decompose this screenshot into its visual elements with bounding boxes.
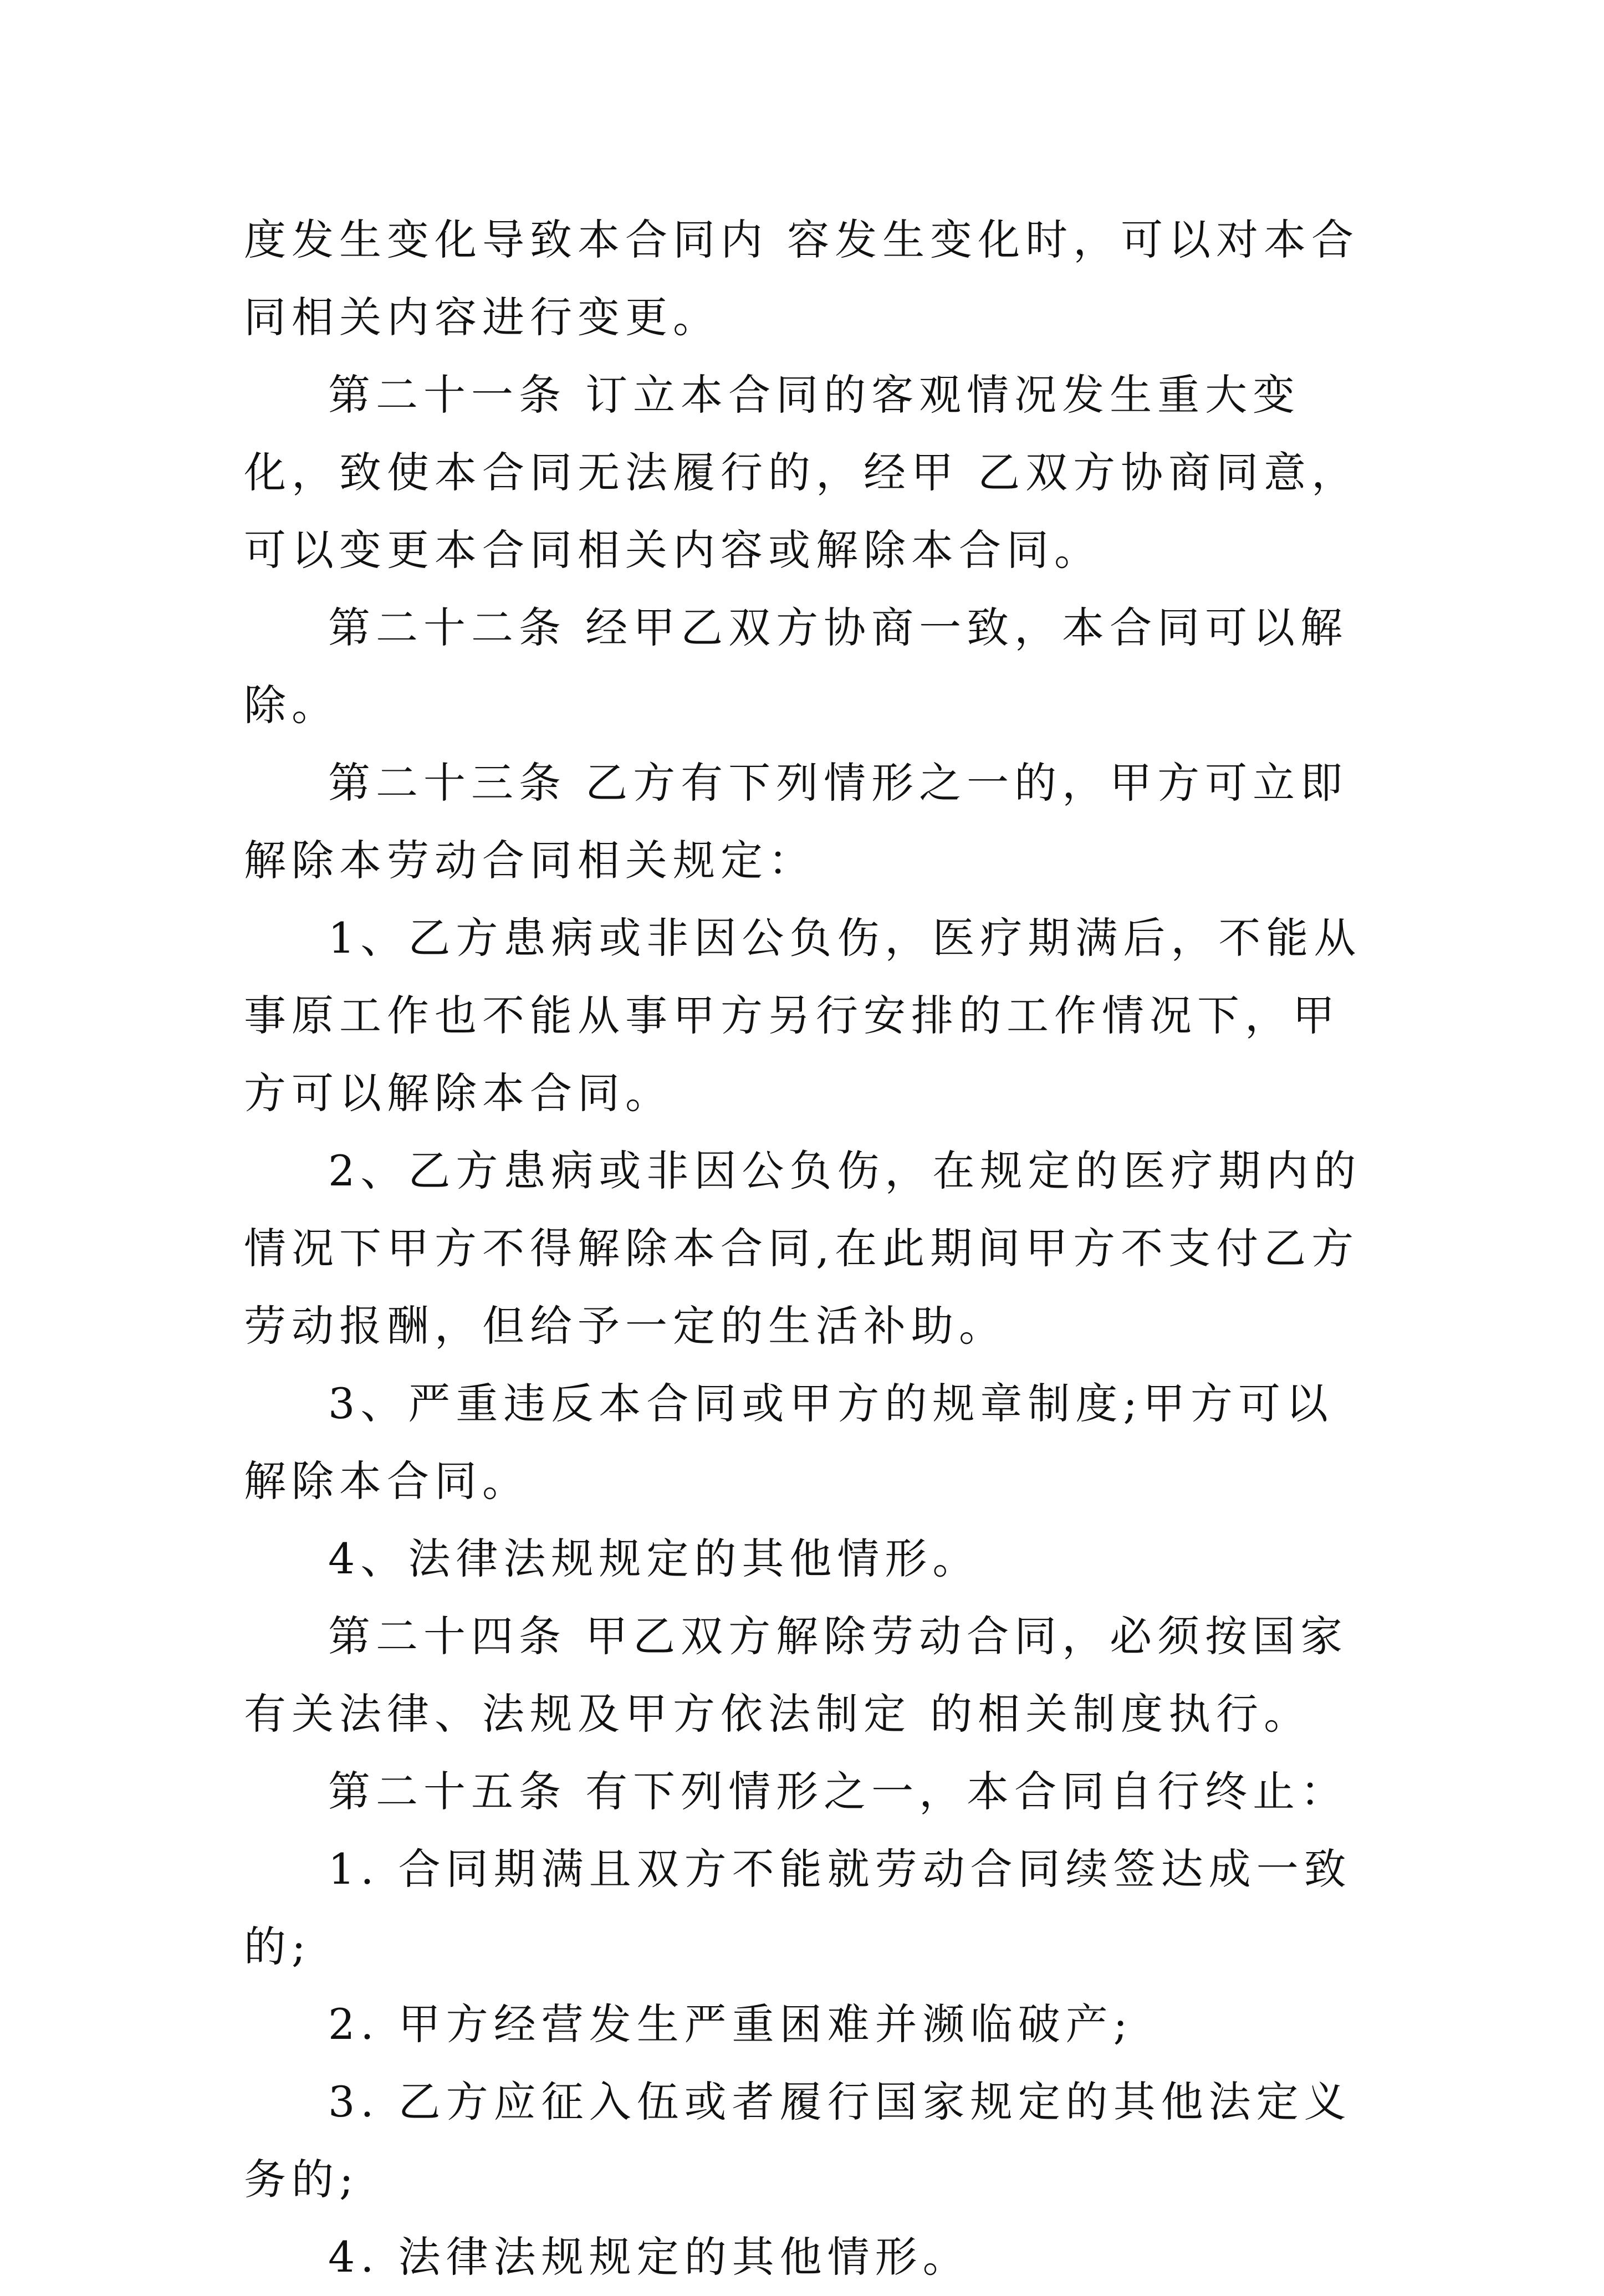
article-25-item-3: 3. 乙方应征入伍或者履行国家规定的其他法定义务的;	[244, 2077, 1352, 2204]
document-body	[244, 201, 1375, 2296]
article-23-item-4: 4、法律法规规定的其他情形。	[328, 1534, 980, 1583]
article-23-item-3: 3、严重违反本合同或甲方的规章制度;甲方可以解除本合同。	[244, 1379, 1334, 1506]
article-23-item-2: 2、乙方患病或非因公负伤，在规定的医疗期内的情况下甲方不得解除本合同,在此期间甲方不支付乙方劳动报酬，但给予一定的生活补助。	[244, 1146, 1362, 1351]
article-24: 第二十四条 甲乙双方解除劳动合同，必须按国家有关法律、法规及甲方依法制定 的相关制度执行。	[244, 1612, 1348, 1738]
article-21: 第二十一条 订立本合同的客观情况发生重大变化，致使本合同无法履行的，经甲 乙双方协商同意，可以变更本合同相关内容或解除本合同。	[244, 370, 1360, 575]
article-22: 第二十二条 经甲乙双方协商一致，本合同可以解除。	[244, 603, 1348, 730]
article-23-item-1: 1、乙方患病或非因公负伤，医疗期满后，不能从事原工作也不能从事甲方另行安排的工作情况下，甲方可以解除本合同。	[244, 913, 1362, 1118]
paragraph-continuation: 度发生变化导致本合同内 容发生变化时，可以对本合同相关内容进行变更。	[244, 215, 1360, 342]
article-25-item-4: 4. 法律法规规定的其他情形。	[328, 2232, 970, 2282]
article-25: 第二十五条 有下列情形之一，本合同自行终止：	[328, 1767, 1348, 1816]
article-25-item-2: 2. 甲方经营发生严重困难并濒临破产;	[328, 2000, 1133, 2049]
article-23: 第二十三条 乙方有下列情形之一的，甲方可立即解除本劳动合同相关规定：	[244, 758, 1348, 885]
article-25-item-1: 1. 合同期满且双方不能就劳动合同续签达成一致的;	[244, 1844, 1352, 1971]
